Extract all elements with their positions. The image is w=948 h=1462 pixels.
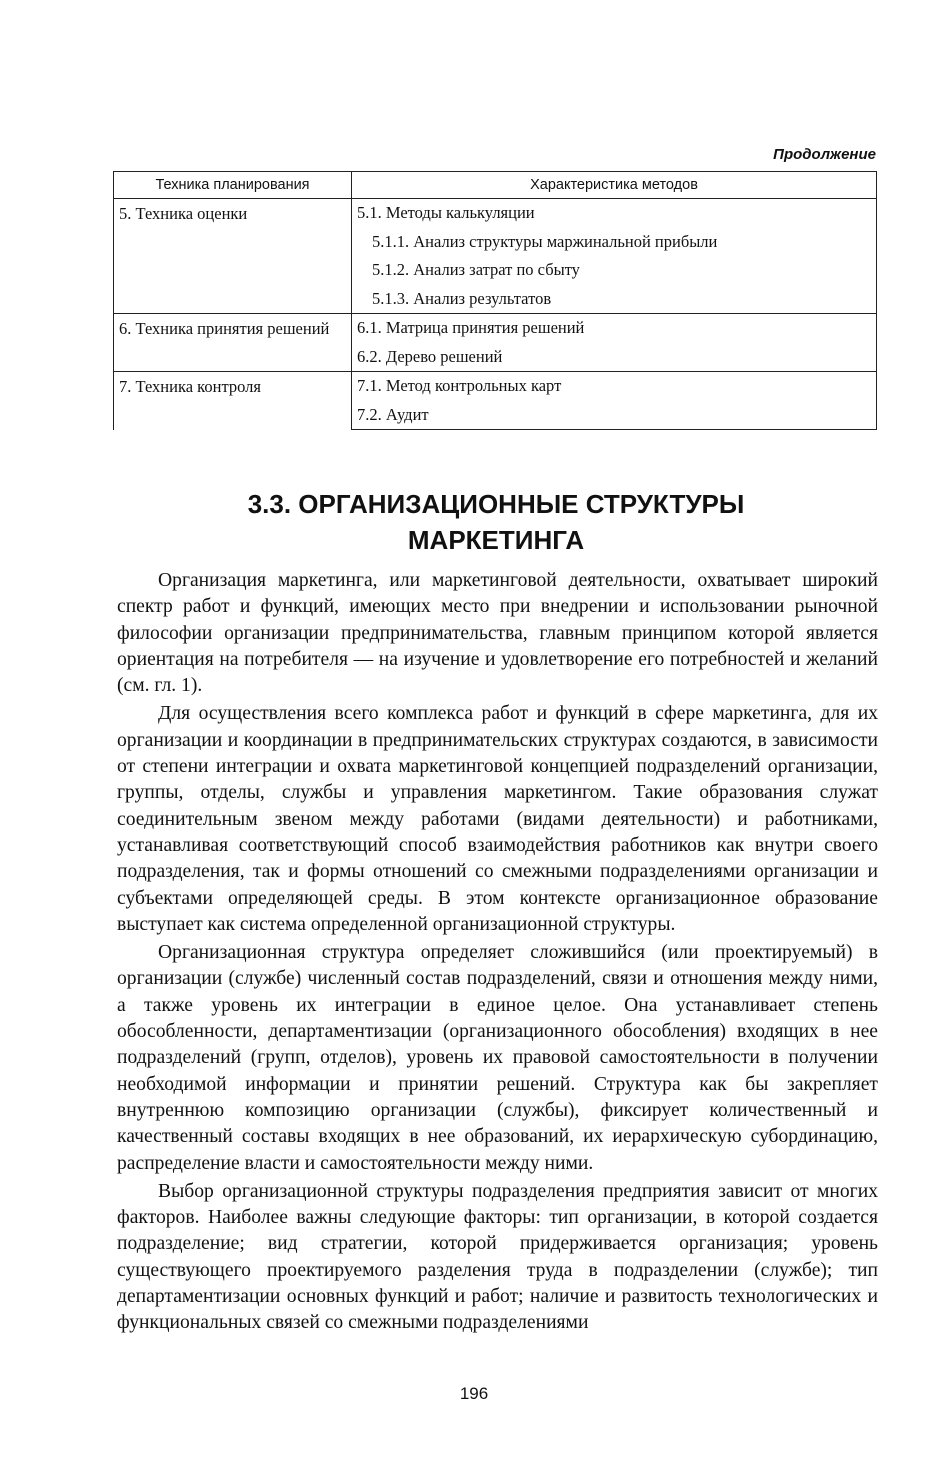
header-methods: Характеристика методов — [352, 172, 877, 199]
method-cell: 7.1. Метод контрольных карт — [352, 372, 877, 401]
paragraph: Выбор организационной структуры подразделения предприятия зависит от многих факторов. Наиболее важны следующие факторы: тип организации, в которой создается подразделение; вид стратегии, которой придерживается организация; уровень существующего проектируемого разделения труда в подразделении (службе); тип департаментизации основных функций и работ; наличие и развитость технологических и функциональных связей со смежными подразделениями — [117, 1180, 878, 1334]
planning-techniques-table — [113, 171, 877, 430]
section-title-line-2: МАРКЕТИНГА — [407, 525, 585, 555]
paragraph: Организационная структура определяет сложившийся (или проектируемый) в организации (службе) численный состав подразделений, связи и отношения между ними, а также уровень их интеграции в единое целое. Она устанавливает степень обособленности, департаментизации (организационного обособления) входящих в нее подразделений (групп, отделов), уровень их правовой самостоятельности в получении необходимой информации и принятии решений. Структура как бы закрепляет внутреннюю композицию организации (службы), фиксирует количественный и качественный составы входящих в нее образований, их иерархическую субординацию, распределение власти и самостоятельности между ними. — [117, 942, 878, 1174]
method-cell: 5.1. Методы калькуляции — [352, 199, 877, 228]
technique-cell: 6. Техника принятия решений — [114, 314, 352, 372]
paragraph: Организация маркетинга, или маркетинговой деятельности, охватывает широкий спектр работ и функций, имеющих место при внедрении и использовании рыночной философии организации предпринимательства, главным принципом которой является ориентация на потребителя — на изучение и удовлетворение его потребностей и желаний (см. гл. 1). — [117, 570, 878, 697]
technique-cell: 7. Техника контроля — [114, 372, 352, 430]
header-technique: Техника планирования — [114, 172, 352, 199]
method-cell: 5.1.2. Анализ затрат по сбыту — [352, 256, 877, 285]
table-row — [114, 199, 877, 228]
method-cell: 6.2. Дерево решений — [352, 343, 877, 372]
table-row — [114, 314, 877, 343]
paragraph: Для осуществления всего комплекса работ и функций в сфере маркетинга, для их организации и координации в предпринимательских структурах создаются, в зависимости от степени интеграции и охвата маркетинговой концепцией подразделений организации, группы, отделы, службы и управления маркетингом. Такие образования служат соединительным звеном между работами (видами деятельности) и работниками, устанавливая соответствующий способ взаимодействия работников как внутри своего подразделения, так и формы отношений со смежными подразделениями организации и субъектами определяющей среды. В этом контексте организационное образование выступает как система определенной организационной структуры. — [117, 703, 878, 935]
continuation-label: Продолжение — [773, 146, 876, 163]
method-cell: 5.1.3. Анализ результатов — [352, 285, 877, 314]
page-number: 196 — [459, 1384, 489, 1403]
method-cell: 6.1. Матрица принятия решений — [352, 314, 877, 343]
body-text — [117, 568, 878, 1339]
method-cell: 7.2. Аудит — [352, 401, 877, 430]
table-header-row — [114, 172, 877, 199]
method-cell: 5.1.1. Анализ структуры маржинальной прибыли — [352, 228, 877, 257]
technique-cell: 5. Техника оценки — [114, 199, 352, 314]
section-title-line-1: 3.3. ОРГАНИЗАЦИОННЫЕ СТРУКТУРЫ — [247, 489, 745, 519]
section-title — [0, 486, 948, 558]
table-row — [114, 372, 877, 401]
